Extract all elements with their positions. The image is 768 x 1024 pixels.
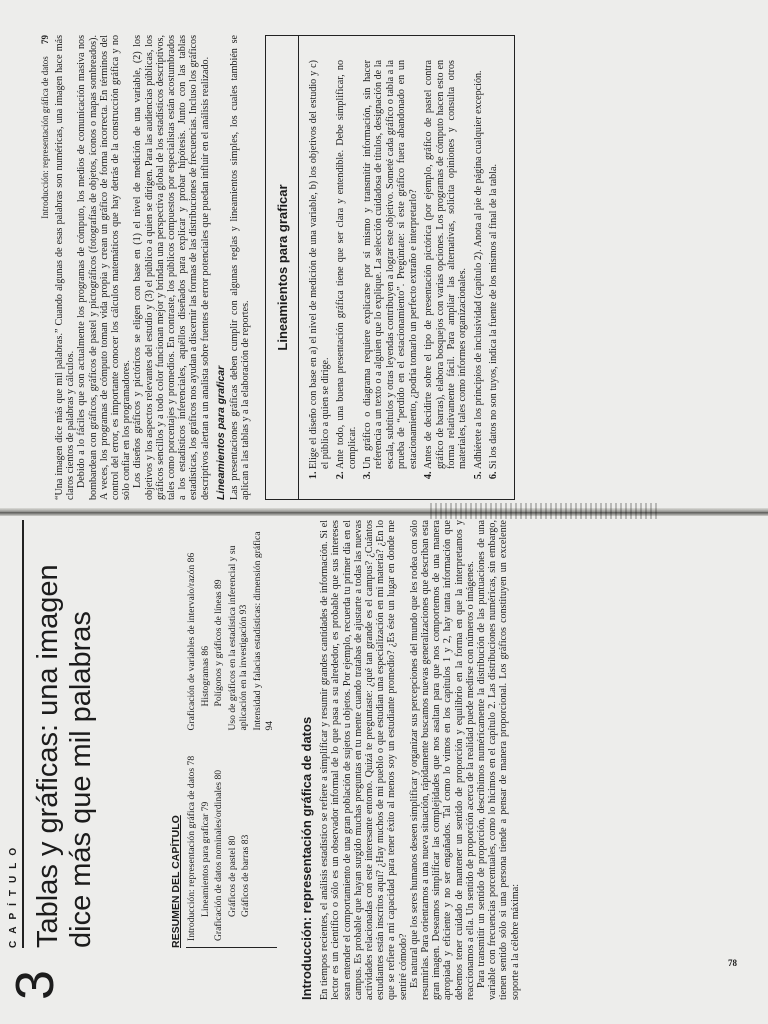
summary-item: Lineamientos para graficar 79 — [199, 801, 211, 917]
summary-item: Graficación de datos nominales/ordinales 80 — [213, 769, 225, 941]
guideline-item: 5. Adhiérete a los principios de inclusividad (capítulo 2). Anota al pie de página cualquier excepción. — [473, 60, 484, 469]
chapter-title-line: Tablas y gráficas: una imagen — [32, 564, 64, 948]
guidelines-box-title: Lineamientos para graficar — [266, 36, 299, 499]
paragraph: En tiempos recientes, el análisis estadístico se refiere a simplificar y resumir grandes cantidades de información. Si el lector es un científico o sólo es un observador informal de lo que pasa a su alrededor, es probable que sus intereses sean entender el comportamiento de una gran población de sujetos u objetos. Por ejemplo, recuerda tu primer día en el campus. Es probable que hayan surgido muchas preguntas en tu mente cuando tratabas de ajustarte a todas las nuevas actividades relacionadas con este interesante entorno. Quizá te preguntaste: ¿qué tan grande es el campus? ¿Cuántos estudiantes están inscritos aquí? ¿Hay muchos de mi pueblo o que estudian una especialización en mi materia? ¿En lo que se refiere a mi capacidad para tener éxito al menos soy un estudiante promedio? ¿Es éste un lugar en donde me sentiré cómodo? — [319, 520, 409, 1000]
running-head — [40, 35, 50, 500]
chapter-label: CAPÍTULO — [8, 520, 24, 948]
chapter-title-line: dice más que mil palabras — [65, 611, 97, 948]
summary-item: Graficación de variables de intervalo/razón 86 — [186, 552, 197, 731]
chapter-number: 3 — [5, 969, 65, 1000]
page-79-body — [54, 35, 251, 500]
paragraph: “Una imagen dice más que mil palabras.” Cuando algunas de esas palabras son numéricas, una imagen hace más claros cientos de palabras y cálculos. — [54, 35, 77, 500]
summary-column-left — [186, 731, 277, 949]
summary-item: Introducción: representación gráfica de datos 78 — [186, 755, 197, 941]
guideline-item: 4. Antes de decidirte sobre el tipo de presentación pictórica (por ejemplo, gráfico de pastel contra gráfico de barras), elabora bosquejos con varias opciones. Los programas de cómputo hacen esto en forma relativamente fácil. Para ampliar las alternativas, solicita opiniones y consulta otros materiales, tales como informes organizacionales. — [423, 60, 469, 469]
summary-item: Histogramas 86 — [199, 646, 211, 707]
summary-column-right — [186, 520, 277, 731]
summary-item: Uso de gráficos en la estadística inferencial y su aplicación en la investigación 93 — [226, 545, 250, 731]
guideline-item: 1. Elige el diseño con base en a) el nivel de medición de una variable, b) los objetivos del estudio y c) el público a quien se dirige. — [308, 60, 331, 469]
running-head-title: Introducción: representación gráfica de datos — [40, 56, 50, 219]
guideline-item: 3. Un gráfico o diagrama requiere explicarse por sí mismo y transmitir información, sin hacer referencia a un texto o a alguien que lo explique. La selección cuidadosa de títulos, designación de la escala, subtítulos y otras leyendas contribuyen a lograr este objetivo. Someté cada gráfico o tabla a la prueba de “perdido en el estacionamiento”. Pregúntate: si este gráfico fuera abandonado en un estacionamiento, ¿podría tomarlo un perfecto extraño e interpretarlo? — [362, 60, 419, 469]
page-number: 78 — [728, 958, 737, 968]
paragraph: Los diseños gráficos y pictóricos se eligen con base en (1) el nivel de medición de una variable, (2) los objetivos y los aspectos relevantes del estudio y (3) el público a quien se dirigen. Para las audiencias públicas, los gráficos sencillos y a todo color funcionan mejor y brindan una perspectiva global de los estadísticos descriptivos, tales como porcentajes y promedios. En contraste, los públicos compuestos por especialistas están acostumbrados a los estadísticos inferenciales, aquéllos diseñados para explicar y probar hipótesis. Junto con las tablas estadísticas, los gráficos nos ayudan a discernir las formas de las distribuciones de frecuencias. Incluso los gráficos descriptivos alertan a un analista sobre fuentes de error potenciales que puedan influir en el análisis realizado. — [132, 35, 211, 500]
page-number: 79 — [40, 35, 50, 44]
guideline-item: 6. Si los datos no son tuyos, indica la fuente de los mismos al final de la tabla. — [488, 60, 499, 469]
summary-item: Gráficos de barras 83 — [240, 834, 252, 917]
summary-item: Polígonos y gráficos de líneas 89 — [213, 579, 225, 707]
section-heading: Introducción: representación gráfica de datos — [299, 716, 315, 1000]
summary-item: Intensidad y falacias estadísticas: dimensión gráfica 94 — [251, 531, 275, 731]
summary-item: Gráficos de pastel 80 — [226, 835, 238, 917]
page-79 — [40, 35, 740, 500]
chapter-summary-heading: RESUMEN DEL CAPÍTULO — [170, 815, 182, 948]
guideline-item: 2. Ante todo, una buena presentación gráfica tiene que ser clara y entendible. Debe simplificar, no complicar. — [335, 60, 358, 469]
paragraph: Las presentaciones gráficas deben cumplir con algunas reglas y lineamientos simples, los cuales también se aplican a las tablas y a la elaboración de reportes. — [229, 35, 252, 500]
binding-edge-marks — [430, 503, 660, 519]
guidelines-box — [265, 35, 514, 500]
section-heading: Lineamientos para graficar — [214, 365, 227, 500]
chapter-title — [32, 520, 98, 948]
paragraph: Para transmitir un sentido de proporción, describimos numéricamente la distribución de las puntuaciones de una variable con frecuencias porcentuales, como lo hicimos en el capítulo 2. Las distribuciones numéricas, sin embargo, tienen sentido sólo si una persona tiende a pensar de manera proporcional. Los gráficos constituyen un excelente soporte a la célebre máxima: — [476, 520, 521, 1000]
page-78 — [5, 520, 748, 1000]
paragraph: Es natural que los seres humanos deseen simplificar y organizar sus percepciones del mundo que les rodea con sólo resumirlas. Para orientarnos a una nueva situación, rápidamente buscamos nuevas generalizaciones que describan esta gran imagen. Deseamos simplificar las complejidades que nos asaltan para que nos comportemos de una manera apropiada y eficiente y no ser engañados. Tal como lo vimos en los capítulos 1 y 2, hay tanta información que debemos tener cuidado de mantener un sentido de proporción y equilibrio en la forma en que la interpretamos y reaccionamos a ella. Un sentido de proporción acerca de la realidad puede medirse con números o imágenes. — [408, 520, 476, 1000]
guidelines-list — [299, 36, 513, 499]
page-78-body — [319, 520, 521, 1000]
paragraph: Debido a lo fáciles que son actualmente los programas de cómputo, los medios de comunicación masiva nos bombardean con gráficos, gráficos de pastel y pictográficos (fotografías de objetos, íconos o mapas sombreados). A veces, los programas de cómputo toman vida propia y crean un gráfico de forma incorrecta. En términos del control del error, es importante conocer los cálculos matemáticos que hay detrás de la construcción gráfica y no sólo confiar en los programadores. — [76, 35, 133, 500]
chapter-summary — [186, 520, 277, 948]
chapter-header — [5, 520, 128, 1000]
